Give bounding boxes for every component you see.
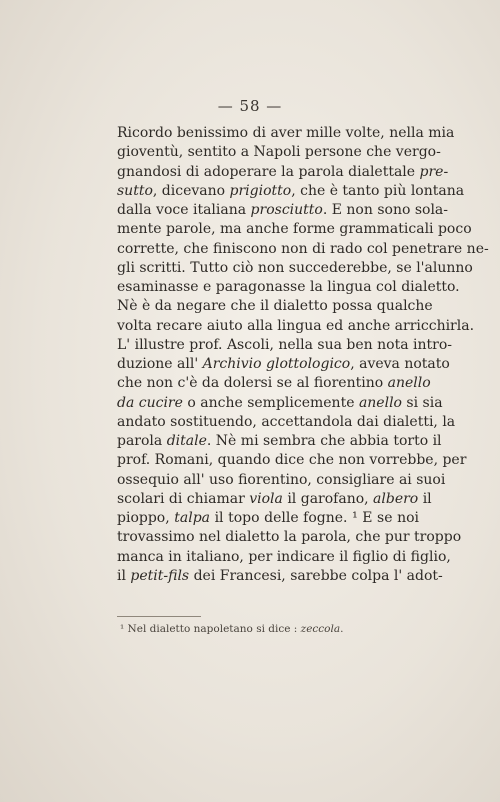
text-segment: gli scritti. Tutto ciò non succederebbe, se l'alunno: [117, 259, 473, 276]
italic-segment: petit-fils: [130, 567, 190, 584]
text-line: [117, 278, 460, 297]
text-segment: parola: [117, 433, 167, 449]
text-segment: il: [117, 567, 131, 584]
page-number: — 58 —: [217, 97, 283, 115]
text-line: [117, 374, 431, 393]
text-segment: . Nè mi sembra che abbia torto il: [206, 433, 442, 449]
text-segment: Nè è da negare che il dialetto possa qualche: [117, 298, 433, 315]
text-segment: dalla voce italiana: [117, 202, 251, 218]
text-segment: gnandosi di adoperare la parola dialettale: [117, 163, 420, 180]
text-line: [117, 471, 446, 490]
footnote-text: ¹ Nel dialetto napoletano si dice :: [120, 623, 301, 635]
italic-segment: ditale: [166, 433, 207, 449]
text-line: [117, 220, 472, 239]
italic-segment: prosciutto: [250, 202, 323, 218]
text-segment: . E non sono sola-: [322, 202, 449, 218]
text-line: [117, 509, 419, 528]
italic-segment: albero: [373, 490, 419, 507]
footnote-italic: zeccola: [300, 623, 341, 635]
text-segment: esaminasse e paragonasse la lingua col dialetto.: [117, 279, 460, 295]
text-line: [117, 336, 452, 355]
text-segment: pioppo,: [117, 510, 175, 526]
italic-segment: Archivio glottologico: [202, 356, 351, 372]
text-segment: gioventù, sentito a Napoli persone che vergo-: [117, 144, 441, 161]
text-line: [117, 163, 449, 182]
text-line: [117, 317, 475, 336]
text-segment: andato sostituendo, accettandola dai dialetti, la: [117, 413, 456, 430]
text-segment: scolari di chiamar: [117, 490, 250, 507]
text-segment: , che è tanto più lontana: [291, 182, 465, 199]
text-line: [117, 124, 455, 143]
footnote-rule: [117, 616, 201, 617]
text-line: [117, 259, 473, 278]
text-line: [117, 182, 465, 201]
italic-segment: anello: [387, 375, 431, 392]
text-segment: si sia: [401, 394, 443, 411]
text-line: [117, 451, 467, 470]
text-segment: corrette, che finiscono non di rado col penetrare ne-: [117, 240, 489, 257]
text-segment: il garofano,: [282, 490, 374, 507]
text-line: [117, 240, 489, 259]
italic-segment: pre-: [419, 163, 449, 180]
text-line: [117, 413, 456, 432]
text-segment: trovassimo nel dialetto la parola, che pur troppo: [117, 529, 462, 546]
text-line: [117, 297, 433, 316]
italic-segment: prigiotto: [229, 182, 292, 199]
text-segment: prof. Romani, quando dice che non vorrebbe, per: [117, 452, 467, 469]
text-segment: che non c'è da dolersi se al fiorentino: [117, 375, 388, 392]
text-line: [117, 143, 441, 162]
text-segment: volta recare aiuto alla lingua ed anche arricchirla.: [117, 317, 475, 334]
text-segment: , aveva notato: [350, 356, 450, 372]
text-segment: manca in italiano, per indicare il figlio di figlio,: [117, 548, 451, 565]
text-line: [117, 394, 443, 413]
italic-segment: talpa: [174, 510, 211, 526]
text-segment: dei Francesi, sarebbe colpa l' adot-: [189, 567, 443, 584]
text-line: [117, 567, 443, 586]
text-segment: duzione all': [117, 356, 203, 372]
text-segment: , dicevano: [152, 182, 230, 199]
italic-segment: da cucire: [117, 394, 183, 411]
text-segment: il: [418, 490, 432, 507]
italic-segment: anello: [358, 394, 402, 411]
text-segment: ossequio all' uso fiorentino, consigliare ai suoi: [117, 471, 446, 488]
footnote: [120, 623, 420, 635]
text-line: [117, 355, 450, 374]
text-segment: mente parole, ma anche forme grammaticali poco: [117, 221, 472, 238]
text-line: [117, 548, 451, 567]
text-segment: L' illustre prof. Ascoli, nella sua ben nota intro-: [117, 336, 452, 353]
text-segment: il topo delle fogne. ¹ E se noi: [210, 510, 419, 526]
text-line: [117, 432, 442, 451]
text-segment: Ricordo benissimo di aver mille volte, nella mia: [117, 125, 455, 141]
footnote-end: .: [340, 623, 344, 635]
text-line: [117, 528, 462, 547]
body-text: [117, 124, 489, 586]
text-line: [117, 201, 449, 220]
italic-segment: viola: [249, 490, 283, 507]
text-segment: o anche semplicemente: [182, 394, 359, 411]
italic-segment: sutto: [117, 182, 153, 199]
text-line: [117, 490, 432, 509]
